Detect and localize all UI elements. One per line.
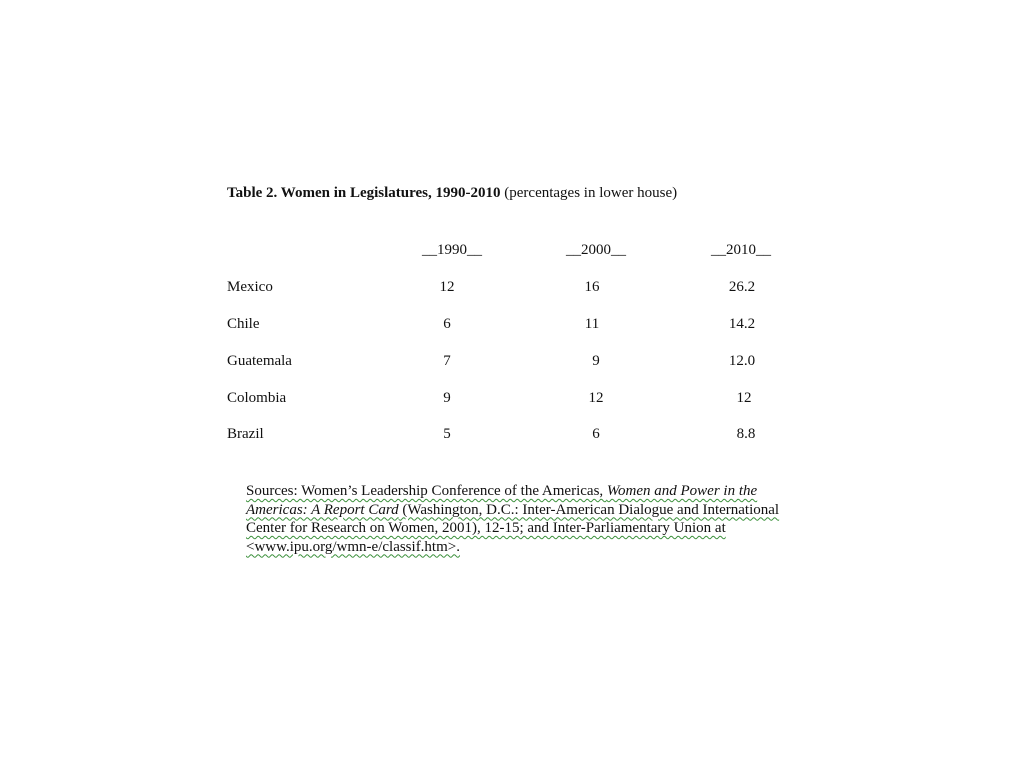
table-cell: 8.8 bbox=[736, 426, 756, 442]
table-cell: 12 bbox=[736, 390, 752, 406]
table-cell: 7 bbox=[443, 353, 451, 369]
sources-book-title: Women and Power in the Americas: A Report Card bbox=[246, 483, 758, 518]
table-cell: 9 bbox=[443, 390, 451, 406]
row-label-brazil: Brazil bbox=[227, 426, 264, 442]
table-cell: 5 bbox=[443, 426, 451, 442]
column-header-1990: __1990__ bbox=[422, 242, 482, 258]
sources-rest: (Washington, D.C.: Inter-American Dialogue and International Center for Research on Women, 2001), 12-15; and Inter-Parliamentary Union at <www.ipu.org/wmn-e/classif.htm>. bbox=[246, 501, 780, 555]
table-cell: 6 bbox=[592, 426, 600, 442]
table-cell: 9 bbox=[592, 353, 600, 369]
table-cell: 6 bbox=[443, 316, 451, 332]
table-title-bold: Table 2. Women in Legislatures, 1990-2010 bbox=[227, 185, 501, 201]
table-cell: 12.0 bbox=[728, 353, 756, 369]
table-title-subtitle: (percentages in lower house) bbox=[500, 185, 678, 201]
column-header-2000: __2000__ bbox=[566, 242, 626, 258]
table-cell: 26.2 bbox=[728, 279, 756, 295]
column-header-2010: __2010__ bbox=[711, 242, 771, 258]
table-cell: 11 bbox=[584, 316, 600, 332]
table-cell: 16 bbox=[584, 279, 600, 295]
row-label-colombia: Colombia bbox=[227, 390, 287, 406]
sources-prefix: Sources: Women’s Leadership Conference of the Americas, bbox=[246, 483, 607, 499]
table-cell: 12 bbox=[588, 390, 604, 406]
row-label-guatemala: Guatemala bbox=[227, 353, 292, 369]
row-label-mexico: Mexico bbox=[227, 279, 273, 295]
sources-note bbox=[246, 482, 791, 556]
table-cell: 12 bbox=[439, 279, 455, 295]
row-label-chile: Chile bbox=[227, 316, 260, 332]
table-cell: 14.2 bbox=[728, 316, 756, 332]
